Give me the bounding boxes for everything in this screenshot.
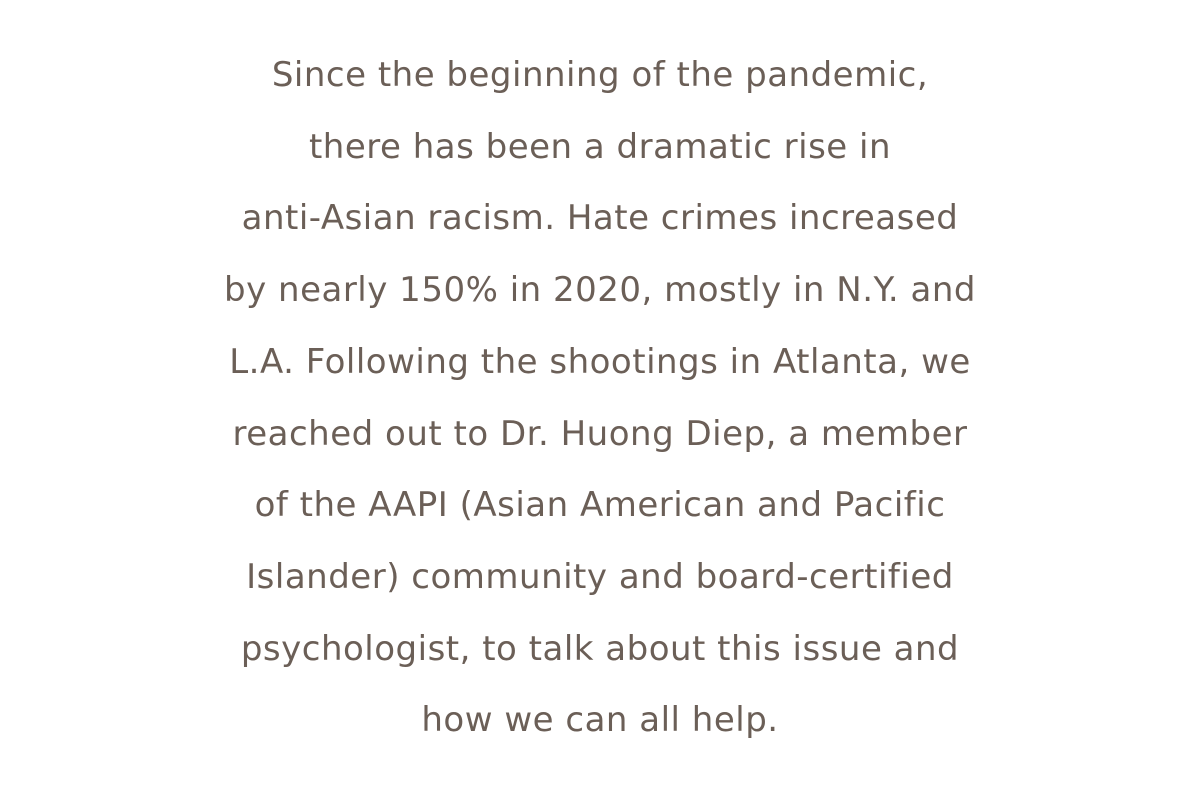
intro-line: psychologist, to talk about this issue and (240, 628, 960, 669)
article-intro (0, 40, 1200, 757)
intro-line: Since the beginning of the pandemic, (271, 55, 929, 95)
intro-line: L.A. Following the shootings in Atlanta, we (229, 341, 971, 382)
intro-line: how we can all help. (421, 700, 779, 741)
intro-line: reached out to Dr. Huong Diep, a member (232, 413, 968, 454)
intro-line: there has been a dramatic rise in (308, 126, 892, 167)
intro-paragraph (190, 40, 1010, 757)
intro-line: Islander) community and board-certified (246, 556, 954, 597)
intro-line: by nearly 150% in 2020, mostly in N.Y. and (224, 270, 976, 311)
intro-line: anti-Asian racism. Hate crimes increased (241, 198, 959, 239)
intro-line: of the AAPI (Asian American and Pacific (254, 485, 946, 526)
